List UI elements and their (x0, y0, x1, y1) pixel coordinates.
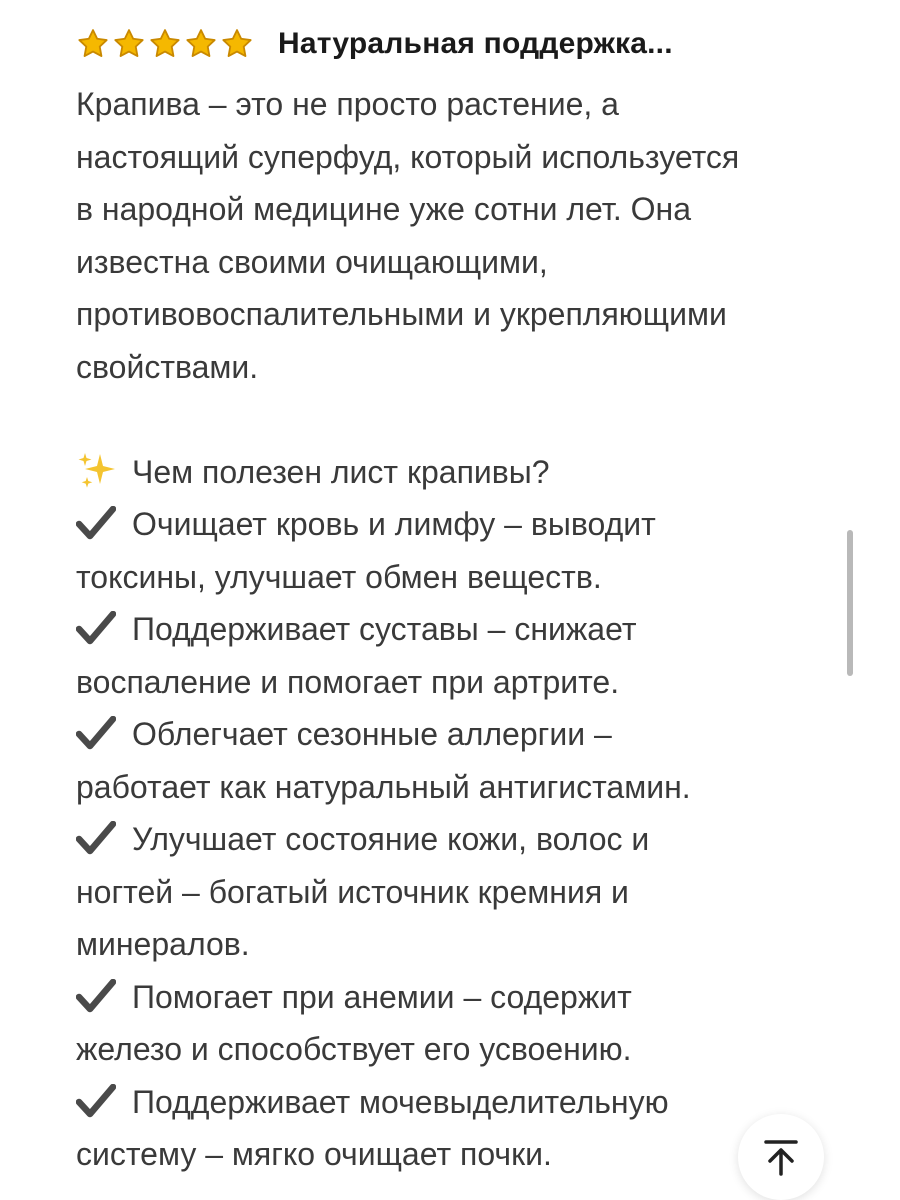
star-icon (148, 27, 182, 61)
benefits-list (76, 498, 836, 1181)
list-item (76, 708, 836, 813)
benefit-text: работает как натуральный антигистамин. (76, 768, 691, 805)
review-header (76, 22, 673, 66)
check-mark-icon (76, 821, 116, 855)
list-item (76, 498, 836, 603)
star-icon (184, 27, 218, 61)
list-item (76, 813, 836, 971)
benefit-text: Помогает при анемии – содержит (132, 978, 632, 1015)
arrow-up-to-top-icon (761, 1137, 801, 1177)
benefit-text: Облегчает сезонные аллергии – (132, 716, 612, 752)
benefit-text: воспаление и помогает при артрите. (76, 663, 620, 700)
benefits-heading (76, 446, 836, 499)
check-mark-icon (76, 979, 116, 1013)
benefit-text: систему – мягко очищает почки. (76, 1136, 552, 1172)
benefit-text: минералов. (76, 926, 250, 962)
intro-line: известна своими очищающими, (76, 243, 548, 280)
star-icon (220, 27, 254, 61)
benefits-heading-text: Чем полезен лист крапивы? (132, 453, 550, 490)
check-mark-icon (76, 1084, 116, 1118)
check-mark-icon (76, 506, 116, 540)
sparkles-icon (76, 451, 118, 491)
list-item (76, 1076, 836, 1181)
intro-line: свойствами. (76, 348, 259, 385)
benefit-text: Улучшает состояние кожи, волос и (132, 821, 650, 857)
scroll-to-top-button[interactable] (738, 1114, 824, 1200)
intro-line: Крапива – это не просто растение, а (76, 86, 619, 122)
scrollbar[interactable] (847, 530, 853, 676)
benefit-text: Очищает кровь и лимфу – выводит (132, 506, 656, 542)
intro-line: противовоспалительными и укрепляющими (76, 296, 727, 332)
intro-line: настоящий суперфуд, который используется (76, 138, 740, 175)
benefit-text: железо и способствует его усвоению. (76, 1031, 632, 1067)
paragraph-gap (76, 393, 836, 446)
list-item (76, 603, 836, 708)
benefit-text: Поддерживает мочевыделительную (132, 1083, 669, 1120)
check-mark-icon (76, 611, 116, 645)
check-mark-icon (76, 716, 116, 750)
star-icon (76, 27, 110, 61)
benefit-text: токсины, улучшает обмен веществ. (76, 558, 602, 595)
review-body (76, 78, 836, 1181)
intro-paragraph (76, 78, 836, 393)
benefit-text: ногтей – богатый источник кремния и (76, 873, 629, 910)
star-icon (112, 27, 146, 61)
list-item (76, 971, 836, 1076)
star-rating (76, 27, 254, 61)
benefit-text: Поддерживает суставы – снижает (132, 611, 637, 647)
intro-line: в народной медицине уже сотни лет. Она (76, 191, 692, 227)
review-title[interactable]: Натуральная поддержка... (278, 27, 673, 60)
